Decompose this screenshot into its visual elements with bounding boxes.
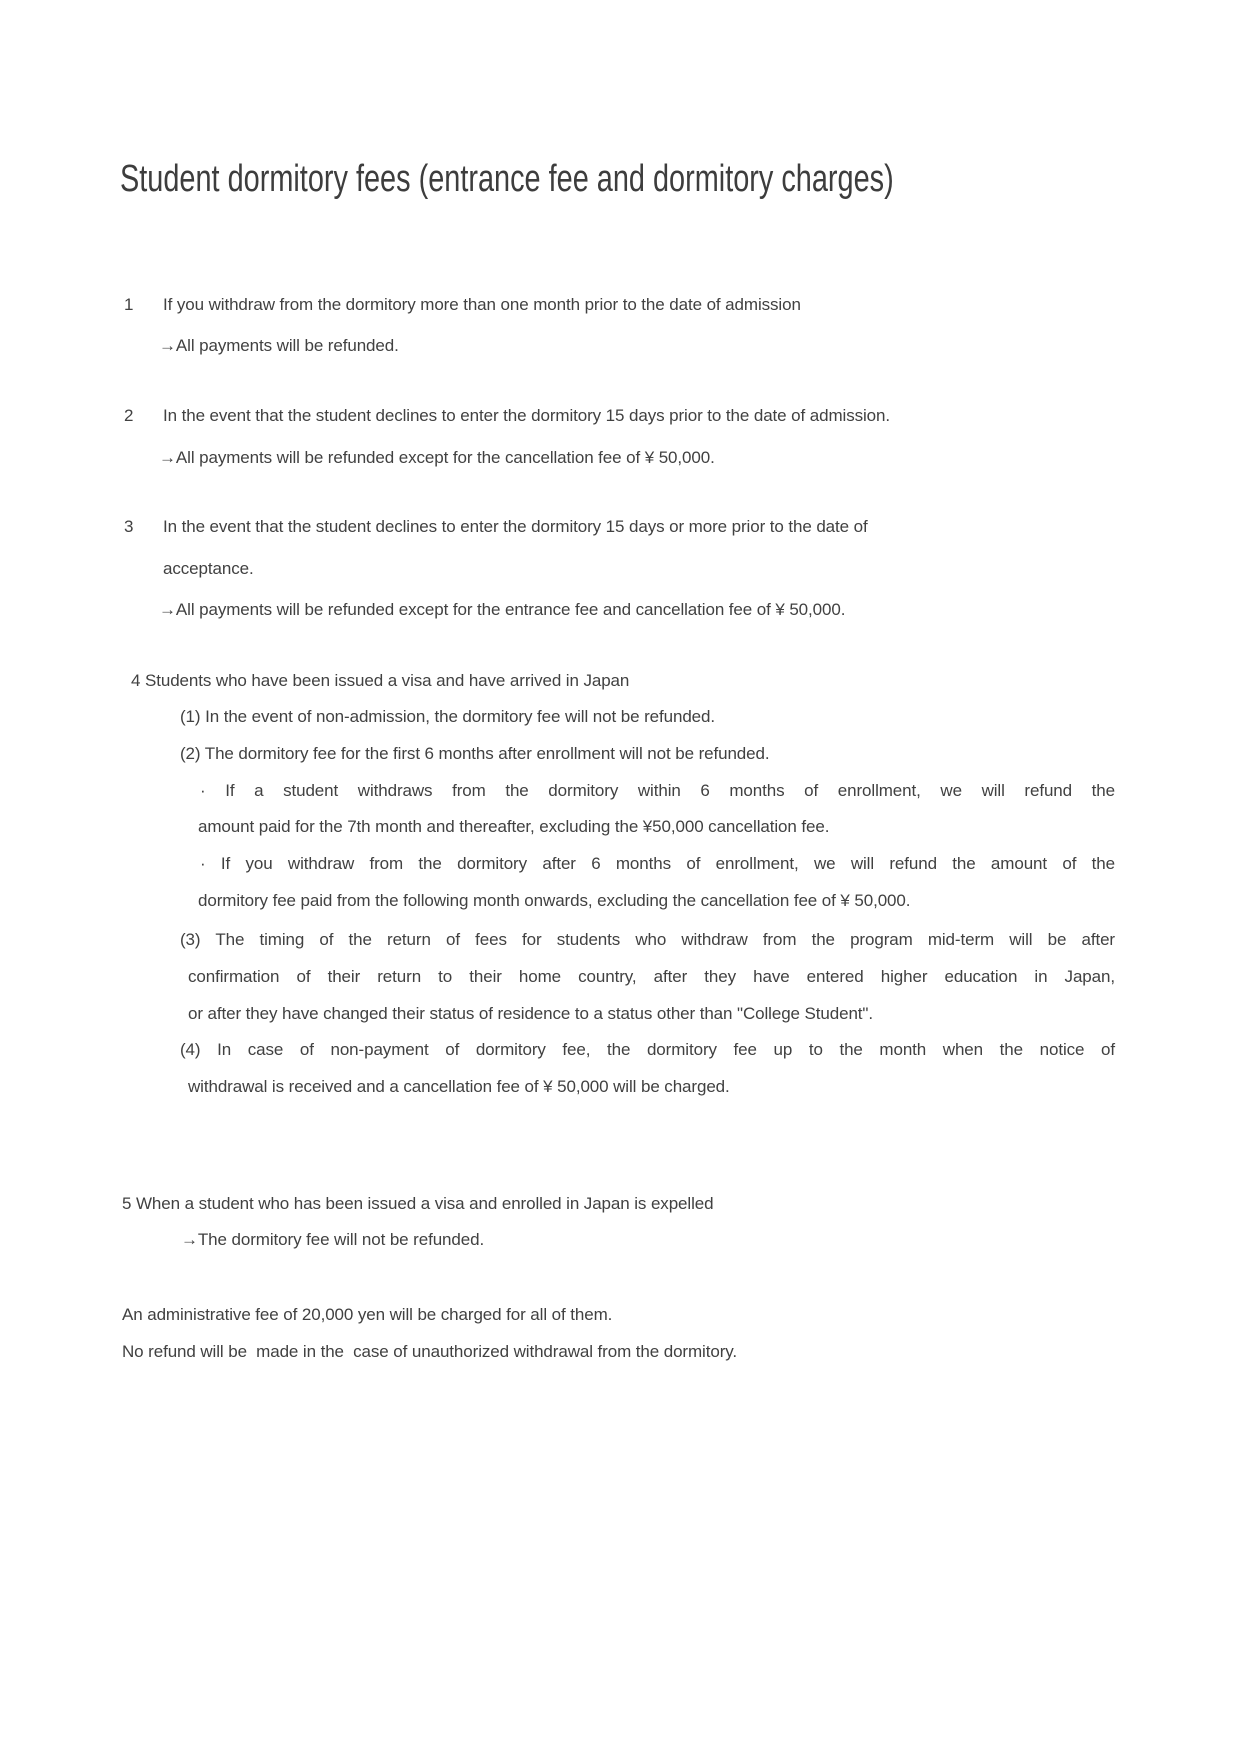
item-4-bullet-1-line-2: amount paid for the 7th month and thereafter, excluding the ¥50,000 cancellation fee. xyxy=(198,817,830,836)
item-4-sub-3-line-3: or after they have changed their status of residence to a status other than "College Student". xyxy=(188,1004,873,1023)
item-4-bullet-1-line-1: · If a student withdraws from the dormitory within 6 months of enrollment, we will refund the xyxy=(200,781,1115,800)
item-3-number: 3 xyxy=(124,517,134,536)
item-2-number: 2 xyxy=(124,406,134,425)
item-4-bullet-2-line-2: dormitory fee paid from the following month onwards, excluding the cancellation fee of ¥ 50,000. xyxy=(198,891,911,910)
item-4-sub-4-line-1: (4) In case of non-payment of dormitory fee, the dormitory fee up to the month when the notice of xyxy=(180,1040,1115,1059)
item-1-condition: If you withdraw from the dormitory more than one month prior to the date of admission xyxy=(163,295,801,314)
item-4-sub-3-line-1: (3) The timing of the return of fees for students who withdraw from the program mid-term will be after xyxy=(180,930,1115,949)
item-3-condition-line-1: In the event that the student declines to enter the dormitory 15 days or more prior to the date of xyxy=(163,517,868,536)
item-2-result: →All payments will be refunded except for the cancellation fee of ¥ 50,000. xyxy=(159,448,715,467)
item-4-sub-1: (1) In the event of non-admission, the dormitory fee will not be refunded. xyxy=(180,707,716,726)
item-4-sub-2: (2) The dormitory fee for the first 6 months after enrollment will not be refunded. xyxy=(180,744,770,763)
admin-fee-note: An administrative fee of 20,000 yen will be charged for all of them. xyxy=(122,1305,613,1324)
item-5-heading: 5 When a student who has been issued a visa and enrolled in Japan is expelled xyxy=(122,1194,714,1213)
item-1-result: →All payments will be refunded. xyxy=(159,336,399,355)
item-1-number: 1 xyxy=(124,295,134,314)
item-3-result: →All payments will be refunded except for the entrance fee and cancellation fee of ¥ 50,000. xyxy=(159,600,846,619)
no-refund-note: No refund will be made in the case of unauthorized withdrawal from the dormitory. xyxy=(122,1342,738,1361)
page-title: Student dormitory fees (entrance fee and dormitory charges) xyxy=(120,158,894,200)
item-4-bullet-2-line-1: · If you withdraw from the dormitory after 6 months of enrollment, we will refund the amount of the xyxy=(200,854,1115,873)
item-2-condition: In the event that the student declines to enter the dormitory 15 days prior to the date of admission. xyxy=(163,406,891,425)
item-3-condition-line-2: acceptance. xyxy=(163,559,254,578)
item-4-sub-4-line-2: withdrawal is received and a cancellation fee of ¥ 50,000 will be charged. xyxy=(188,1077,730,1096)
item-4-heading: 4 Students who have been issued a visa and have arrived in Japan xyxy=(131,671,630,690)
item-4-sub-3-line-2: confirmation of their return to their home country, after they have entered higher education in Japan, xyxy=(188,967,1115,986)
item-5-result: →The dormitory fee will not be refunded. xyxy=(181,1230,485,1249)
